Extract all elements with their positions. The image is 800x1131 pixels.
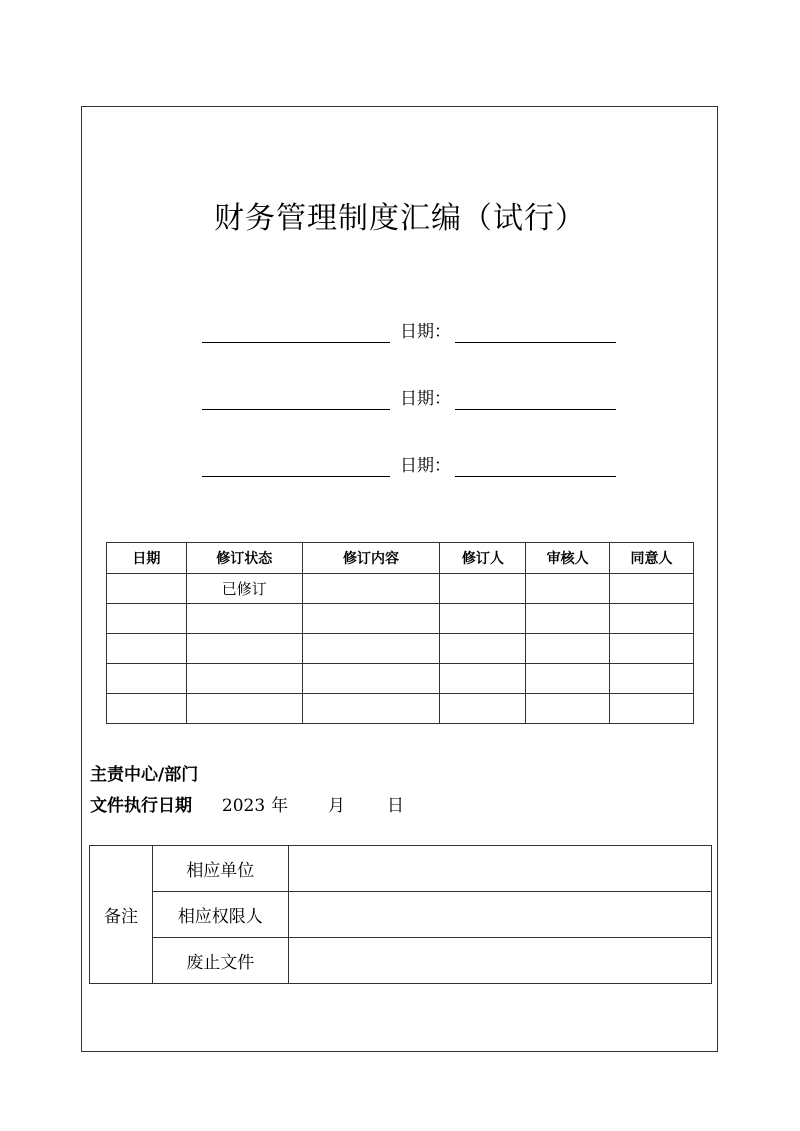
table-row xyxy=(90,846,712,892)
date-label: 日期： xyxy=(400,456,451,476)
table-row xyxy=(107,694,694,724)
table-cell[interactable] xyxy=(107,574,187,604)
day-unit: 日 xyxy=(386,796,404,816)
notes-value-cell[interactable] xyxy=(288,938,711,984)
name-blank[interactable] xyxy=(202,389,390,410)
table-header-row xyxy=(107,543,694,574)
table-cell[interactable] xyxy=(610,694,694,724)
column-header-content: 修订内容 xyxy=(302,543,440,574)
column-header-auditor: 审核人 xyxy=(526,543,610,574)
table-cell[interactable] xyxy=(526,634,610,664)
date-blank[interactable] xyxy=(455,389,616,410)
year-unit: 年 xyxy=(271,796,289,816)
table-cell[interactable] xyxy=(302,574,440,604)
table-cell[interactable] xyxy=(302,634,440,664)
signature-line xyxy=(202,389,617,413)
table-cell[interactable] xyxy=(440,694,526,724)
table-cell[interactable] xyxy=(186,664,302,694)
table-cell[interactable] xyxy=(107,634,187,664)
table-cell[interactable] xyxy=(526,664,610,694)
table-cell[interactable] xyxy=(440,664,526,694)
table-cell[interactable]: 已修订 xyxy=(186,574,302,604)
table-cell[interactable] xyxy=(302,664,440,694)
table-cell[interactable] xyxy=(440,574,526,604)
table-cell[interactable] xyxy=(302,604,440,634)
table-row xyxy=(107,634,694,664)
notes-label: 备注 xyxy=(90,846,153,984)
column-header-approver: 同意人 xyxy=(610,543,694,574)
signature-line xyxy=(202,456,617,480)
table-cell[interactable] xyxy=(107,664,187,694)
table-cell[interactable] xyxy=(186,634,302,664)
table-row xyxy=(90,938,712,984)
date-label: 日期： xyxy=(400,322,451,342)
responsible-department: 主责中心/部门 xyxy=(90,765,199,785)
column-header-date: 日期 xyxy=(107,543,187,574)
month-unit: 月 xyxy=(328,796,346,816)
document-title: 财务管理制度汇编（试行） xyxy=(214,201,586,236)
effective-date xyxy=(90,791,404,816)
table-cell[interactable] xyxy=(107,604,187,634)
column-header-status: 修订状态 xyxy=(186,543,302,574)
notes-row-label: 废止文件 xyxy=(152,938,288,984)
table-cell[interactable] xyxy=(440,634,526,664)
table-cell[interactable] xyxy=(610,574,694,604)
name-blank[interactable] xyxy=(202,322,390,343)
date-blank[interactable] xyxy=(455,456,616,477)
table-row xyxy=(107,604,694,634)
table-row xyxy=(107,574,694,604)
table-cell[interactable] xyxy=(186,694,302,724)
effective-date-label: 文件执行日期 xyxy=(90,796,192,816)
table-cell[interactable] xyxy=(526,604,610,634)
notes-value-cell[interactable] xyxy=(288,846,711,892)
table-cell[interactable] xyxy=(107,694,187,724)
column-header-reviser: 修订人 xyxy=(440,543,526,574)
effective-year: 2023 xyxy=(221,796,266,816)
date-label: 日期： xyxy=(400,389,451,409)
table-row xyxy=(90,892,712,938)
table-row xyxy=(107,664,694,694)
table-cell[interactable] xyxy=(186,604,302,634)
notes-row-label: 相应权限人 xyxy=(152,892,288,938)
table-cell[interactable] xyxy=(302,694,440,724)
table-cell[interactable] xyxy=(526,574,610,604)
notes-table xyxy=(89,845,712,984)
table-cell[interactable] xyxy=(440,604,526,634)
notes-row-label: 相应单位 xyxy=(152,846,288,892)
revision-table xyxy=(106,542,694,724)
name-blank[interactable] xyxy=(202,456,390,477)
table-cell[interactable] xyxy=(526,694,610,724)
date-blank[interactable] xyxy=(455,322,616,343)
table-cell[interactable] xyxy=(610,634,694,664)
notes-value-cell[interactable] xyxy=(288,892,711,938)
table-cell[interactable] xyxy=(610,604,694,634)
signature-line xyxy=(202,322,617,346)
table-cell[interactable] xyxy=(610,664,694,694)
